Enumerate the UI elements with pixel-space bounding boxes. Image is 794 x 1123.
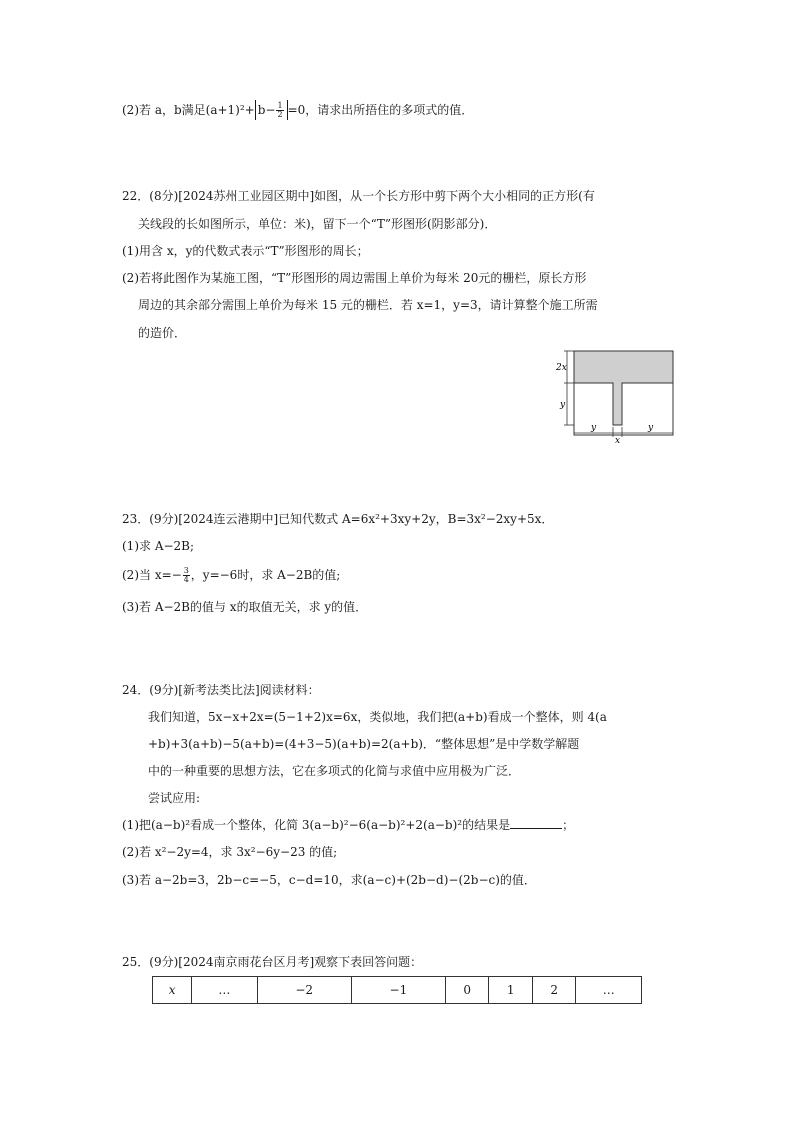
t-shape-figure — [555, 345, 680, 445]
table-cell: 2 — [532, 977, 576, 1004]
q22-line2: 关线段的长如图所示，单位：米)，留下一个“T”形图形(阴影部分)． — [138, 217, 497, 231]
table-cell: … — [192, 977, 257, 1004]
q23-line1: 23．(9分)[2024连云港期中]已知代数式 A=6x²+3xy+2y，B=3x²−2xy+5x． — [122, 512, 554, 526]
q21-part2-prefix: (2)若 a，b满足(a+1)²+ — [122, 103, 255, 117]
q21-part2-suffix: =0，请求出所捂住的多项式的值． — [287, 103, 474, 117]
fraction-three-quarters — [183, 567, 190, 584]
table-cell: … — [576, 977, 642, 1004]
abs-content: b− — [257, 103, 276, 117]
q22-line1: 22．(8分)[2024苏州工业园区期中]如图，从一个长方形中剪下两个大小相同的正方形(有 — [122, 189, 595, 203]
table-cell: −2 — [257, 977, 351, 1004]
q24-paragraph-line2: +b)+3(a+b)−5(a+b)=(4+3−5)(a+b)=2(a+b)．“整体思想”是中学数学解题 — [148, 737, 580, 751]
q25-line1: 25．(9分)[2024南京雨花台区月考]观察下表回答问题： — [122, 955, 423, 969]
q24-paragraph-line3: 中的一种重要的思想方法，它在多项式的化简与求值中应用极为广泛． — [148, 764, 521, 778]
t-shape — [574, 351, 673, 425]
label-y-bottom-left: y — [591, 423, 597, 433]
frac-denominator: 4 — [183, 575, 189, 584]
values-table — [152, 976, 642, 1004]
q24-part3: (3)若 a−2b=3，2b−c=−5，c−d=10，求(a−c)+(2b−d)−(2b−c)的值． — [122, 873, 536, 887]
label-y-left: y — [560, 400, 566, 410]
fraction-half — [276, 102, 283, 119]
q23-part2-prefix: (2)当 x=− — [122, 568, 182, 582]
frac-numerator: 3 — [183, 566, 189, 575]
q24-try: 尝试应用: — [148, 791, 201, 805]
table-row — [153, 977, 642, 1004]
q23-part2-suffix: ，y=−6时，求 A−2B的值; — [190, 568, 341, 582]
table-cell: −1 — [351, 977, 445, 1004]
q21-part2 — [122, 100, 473, 120]
answer-blank[interactable] — [510, 816, 562, 829]
absolute-value — [255, 100, 288, 120]
q22-part2-line3: 的造价． — [138, 326, 187, 340]
q24-part2: (2)若 x²−2y=4，求 3x²−6y−23 的值; — [122, 845, 338, 859]
q24-part1-suffix: ； — [562, 818, 575, 832]
q22-part2-line2: 周边的其余部分需围上单价为每米 15 元的栅栏．若 x=1，y=3，请计算整个施工所需 — [138, 298, 598, 312]
q23-part1: (1)求 A−2B; — [122, 539, 195, 553]
frac-numerator: 1 — [277, 101, 283, 110]
q22-part1: (1)用含 x，y的代数式表示“T”形图形的周长； — [122, 244, 369, 258]
q22-part2-line1: (2)若将此图作为某施工图，“T”形图形的周边需围上单价为每米 20元的栅栏，原长方形 — [122, 271, 587, 285]
frac-denominator: 2 — [277, 110, 283, 119]
label-x-bottom: x — [615, 436, 621, 445]
table-cell: x — [153, 977, 192, 1004]
q24-part1 — [122, 816, 574, 834]
q23-part2 — [122, 566, 340, 584]
q24-part1-prefix: (1)把(a−b)²看成一个整体，化简 3(a−b)²−6(a−b)²+2(a−b)²的结果是 — [122, 818, 511, 832]
q24-line1: 24．(9分)[新考法类比法]阅读材料： — [122, 683, 320, 697]
label-2x: 2x — [556, 363, 567, 373]
table-cell: 0 — [445, 977, 489, 1004]
label-y-bottom-right: y — [648, 423, 654, 433]
q24-paragraph-line1: 我们知道，5x−x+2x=(5−1+2)x=6x，类似地，我们把(a+b)看成一个整体，则 4(a — [148, 710, 607, 724]
q23-part3: (3)若 A−2B的值与 x的取值无关，求 y的值． — [122, 600, 368, 614]
table-cell: 1 — [489, 977, 533, 1004]
